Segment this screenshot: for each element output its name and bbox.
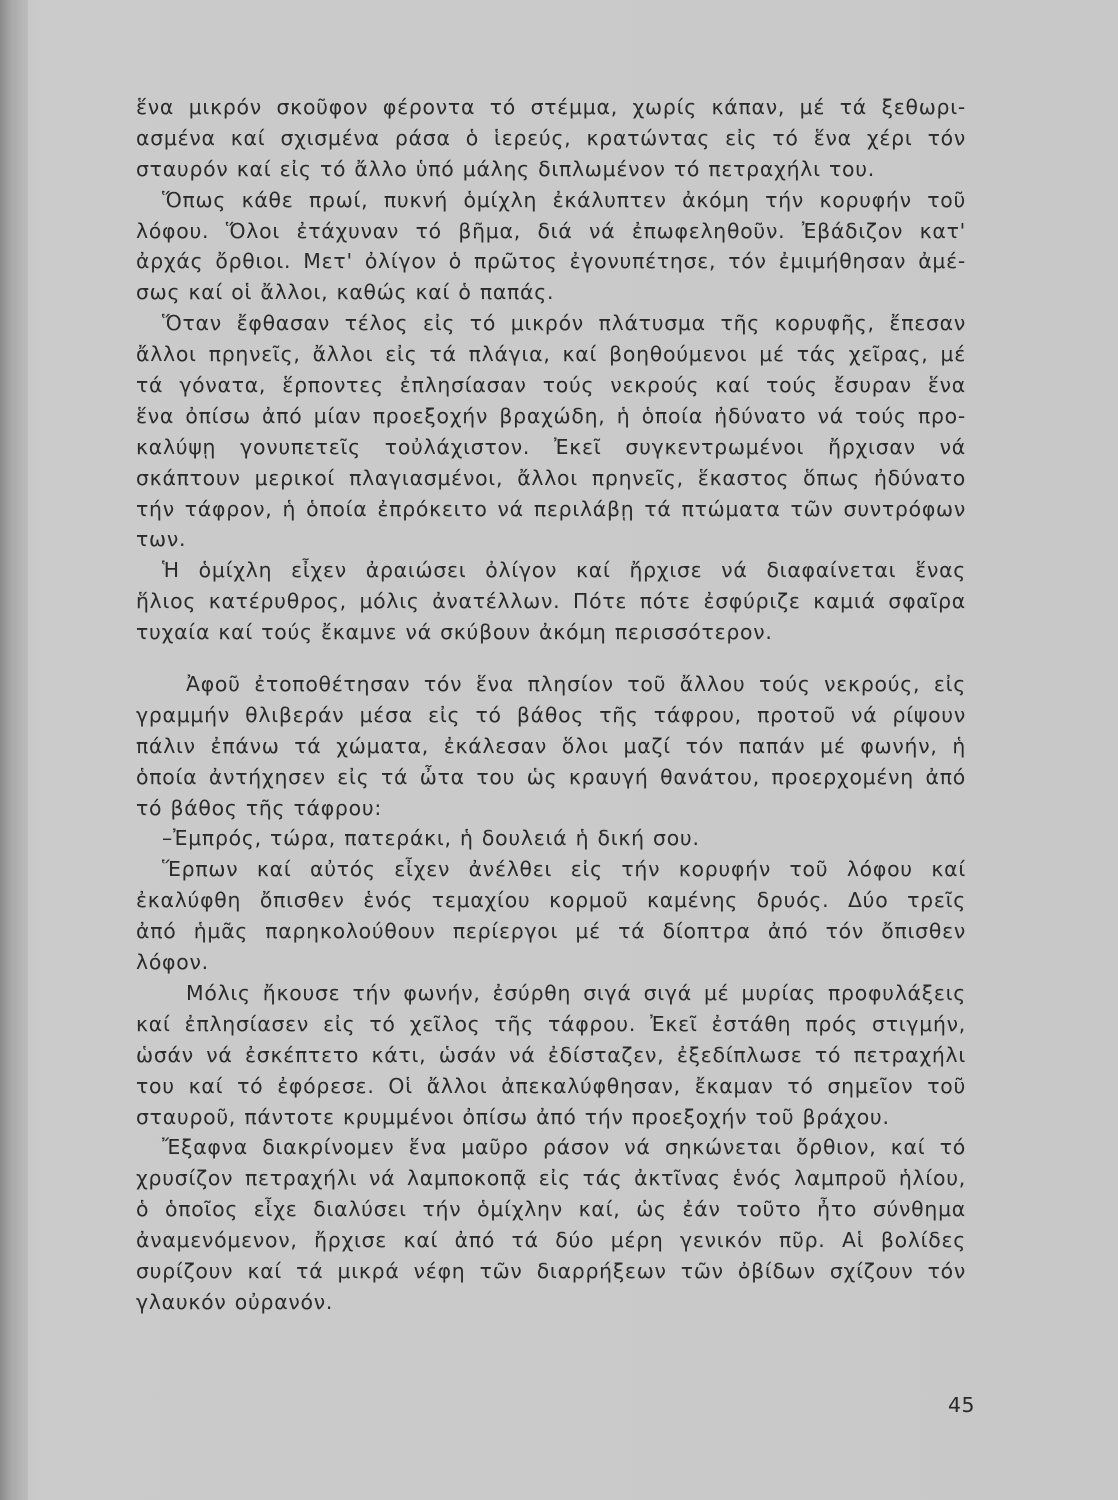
- paragraph-gap: [136, 648, 966, 669]
- paragraph: [136, 823, 966, 854]
- text-line: των.: [136, 527, 187, 552]
- text-line: σταυρόν καί εἰς τό ἄλλο ὑπό μάλης διπλωμένον τό πετραχήλι του.: [136, 156, 875, 181]
- paragraph: [136, 555, 966, 648]
- book-spine-shadow: [0, 0, 28, 1500]
- text-line: –Ἐμπρός, τώρα, πατεράκι, ἡ δουλειά ἡ δική σου.: [162, 826, 700, 851]
- text-line: Ὅταν ἔφθασαν τέλος εἰς τό μικρόν πλάτυσμα τῆς κορυφῆς, ἔπεσαν: [162, 311, 966, 336]
- text-line: ἄλλοι πρηνεῖς, ἄλλοι εἰς τά πλάγια, καί βοηθούμενοι μέ τάς χεῖρας, μέ: [136, 342, 966, 367]
- text-line: λόφον.: [136, 950, 209, 975]
- text-line: ἀρχάς ὄρθιοι. Μετ' ὀλίγον ὁ πρῶτος ἐγονυπέτησε, τόν ἐμιμήθησαν ἀμέ-: [136, 249, 966, 274]
- text-line: τό βάθος τῆς τάφρου:: [136, 795, 382, 820]
- text-line: τήν τάφρον, ἡ ὁποία ἐπρόκειτο νά περιλάβῃ τά πτώματα τῶν συντρόφων: [136, 496, 966, 521]
- text-line: ἕνα μικρόν σκοῦφον φέροντα τό στέμμα, χωρίς κάπαν, μέ τά ξεθωρι-: [136, 95, 966, 119]
- paragraph: [136, 185, 966, 309]
- text-line: Μόλις ἤκουσε τήν φωνήν, ἐσύρθη σιγά σιγά μέ μυρίας προφυλάξεις: [186, 980, 966, 1005]
- paragraph: [136, 669, 966, 823]
- text-line: ἕνα ὀπίσω ἀπό μίαν προεξοχήν βραχώδη, ἡ ὁποία ἠδύνατο νά τούς προ-: [136, 403, 966, 428]
- text-line: ὡσάν νά ἐσκέπτετο κάτι, ὡσάν νά ἐδίσταζεν, ἐξεδίπλωσε τό πετραχήλι: [136, 1042, 966, 1067]
- text-line: τυχαία καί τούς ἔκαμνε νά σκύβουν ἀκόμη περισσότερον.: [136, 620, 773, 645]
- text-line: του καί τό ἐφόρεσε. Οἱ ἄλλοι ἀπεκαλύφθησαν, ἔκαμαν τό σημεῖον τοῦ: [136, 1073, 966, 1098]
- text-line: Ἕρπων καί αὐτός εἶχεν ἀνέλθει εἰς τήν κορυφήν τοῦ λόφου καί: [162, 857, 966, 882]
- text-line: Ἡ ὁμίχλη εἶχεν ἀραιώσει ὀλίγον καί ἤρχισε νά διαφαίνεται ἕνας: [162, 558, 966, 583]
- paragraph: [136, 854, 966, 978]
- paragraph: [136, 978, 966, 1132]
- paragraph: [136, 308, 966, 555]
- text-line: σκάπτουν μερικοί πλαγιασμένοι, ἄλλοι πρηνεῖς, ἕκαστος ὅπως ἠδύνατο: [136, 465, 966, 490]
- text-line: καλύψῃ γονυπετεῖς τοὐλάχιστον. Ἐκεῖ συγκεντρωμένοι ἤρχισαν νά: [136, 434, 966, 459]
- text-line: λόφου. Ὅλοι ἐτάχυναν τό βῆμα, διά νά ἐπωφεληθοῦν. Ἐβάδιζον κατ': [136, 218, 966, 243]
- text-line: γραμμήν θλιβεράν μέσα εἰς τό βάθος τῆς τάφρου, προτοῦ νά ρίψουν: [136, 702, 966, 727]
- text-line: Ὅπως κάθε πρωί, πυκνή ὁμίχλη ἐκάλυπτεν ἀκόμη τήν κορυφήν τοῦ: [162, 187, 966, 212]
- body-text: [136, 92, 966, 1318]
- text-line: συρίζουν καί τά μικρά νέφη τῶν διαρρήξεων τῶν ὀβίδων σχίζουν τόν: [136, 1258, 966, 1283]
- text-line: πάλιν ἐπάνω τά χώματα, ἐκάλεσαν ὅλοι μαζί τόν παπάν μέ φωνήν, ἡ: [136, 733, 966, 758]
- text-line: σως καί οἱ ἄλλοι, καθώς καί ὁ παπάς.: [136, 280, 555, 305]
- paragraph: [136, 1132, 966, 1317]
- text-line: Ἀφοῦ ἐτοποθέτησαν τόν ἕνα πλησίον τοῦ ἄλλου τούς νεκρούς, εἰς: [186, 672, 966, 697]
- text-line: σταυροῦ, πάντοτε κρυμμένοι ὀπίσω ἀπό τήν προεξοχήν τοῦ βράχου.: [136, 1104, 890, 1129]
- page-number: 45: [948, 1393, 975, 1417]
- text-line: ἐκαλύφθη ὄπισθεν ἑνός τεμαχίου κορμοῦ καμένης δρυός. Δύο τρεῖς: [136, 888, 966, 913]
- text-line: τά γόνατα, ἕρποντες ἐπλησίασαν τούς νεκρούς καί τούς ἔσυραν ἕνα: [136, 373, 966, 398]
- text-line: ἀπό ἡμᾶς παρηκολούθουν περίεργοι μέ τά δίοπτρα ἀπό τόν ὄπισθεν: [136, 919, 966, 944]
- text-line: γλαυκόν οὐρανόν.: [136, 1289, 334, 1314]
- text-line: ἀναμενόμενον, ἤρχισε καί ἀπό τά δύο μέρη γενικόν πῦρ. Αἱ βολίδες: [136, 1228, 966, 1253]
- text-line: ὁποία ἀντήχησεν εἰς τά ὦτα του ὡς κραυγή θανάτου, προερχομένη ἀπό: [136, 764, 966, 789]
- text-line: Ἔξαφνα διακρίνομεν ἕνα μαῦρο ράσον νά σηκώνεται ὄρθιον, καί τό: [162, 1135, 966, 1160]
- text-line: ἥλιος κατέρυθρος, μόλις ἀνατέλλων. Πότε πότε ἐσφύριζε καμιά σφαῖρα: [136, 589, 966, 614]
- paragraph: [136, 92, 966, 185]
- text-line: ὁ ὁποῖος εἶχε διαλύσει τήν ὁμίχλην καί, ὡς ἐάν τοῦτο ἦτο σύνθημα: [136, 1197, 966, 1222]
- text-line: χρυσίζον πετραχήλι νά λαμποκοπᾷ εἰς τάς ἀκτῖνας ἑνός λαμπροῦ ἡλίου,: [136, 1166, 966, 1191]
- text-line: καί ἐπλησίασεν εἰς τό χεῖλος τῆς τάφρου. Ἐκεῖ ἐστάθη πρός στιγμήν,: [136, 1011, 966, 1036]
- text-line: ασμένα καί σχισμένα ράσα ὁ ἱερεύς, κρατώντας εἰς τό ἕνα χέρι τόν: [136, 125, 966, 150]
